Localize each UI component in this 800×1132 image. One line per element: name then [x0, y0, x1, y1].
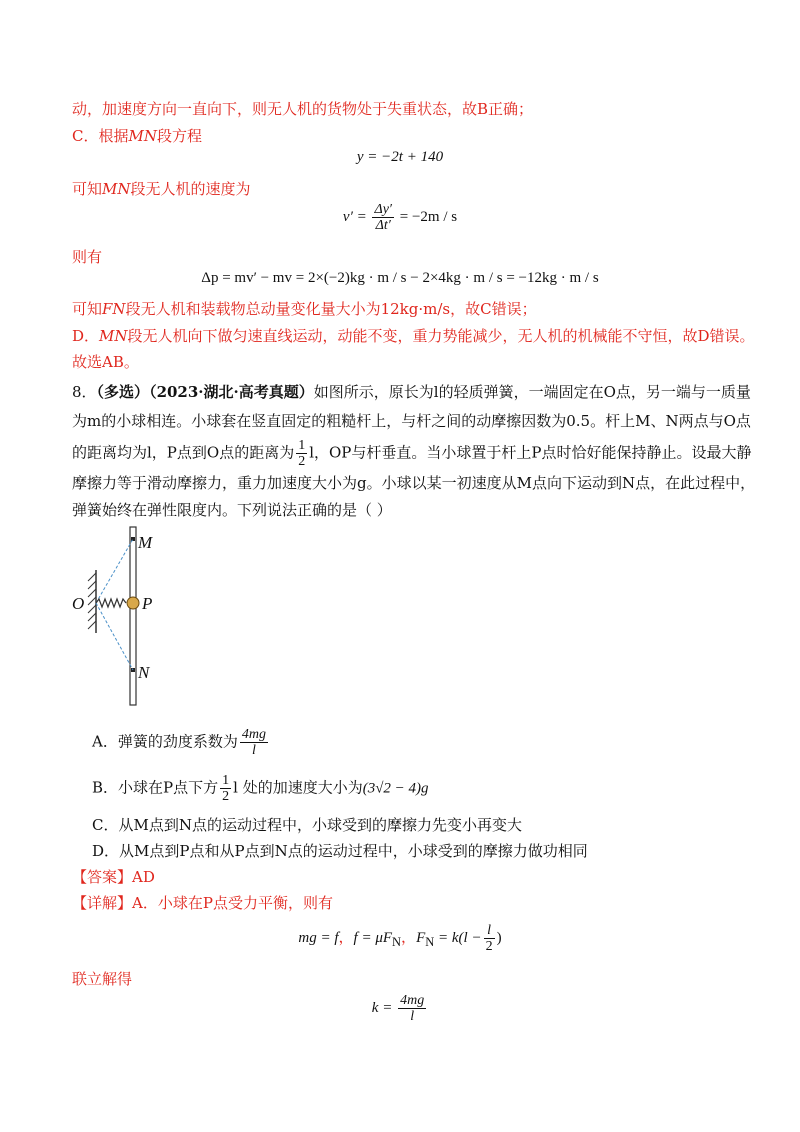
option-a-num: 4mg — [241, 727, 266, 742]
eq-comma-1: ， — [338, 929, 354, 946]
l3-b: 段无人机的速度为 — [130, 180, 251, 198]
l7-a: 可知 — [72, 300, 103, 318]
question-p3-a: 的距离均为l，P点到O点的距离为 — [72, 443, 295, 462]
l8-mn: MN — [99, 327, 128, 345]
c-label: C．根据 — [72, 127, 129, 145]
label-o: O — [72, 594, 85, 613]
equation-momentum: Δp = mv′ − mv = 2×(−2)kg · m / s − 2×4kg · m / s = −12kg · m / s — [201, 270, 599, 286]
l3-a: 可知 — [72, 180, 103, 198]
equation-velocity — [0, 202, 800, 233]
text-line-d-wrong — [72, 325, 755, 346]
k-fraction — [398, 993, 426, 1024]
equation-balance — [0, 923, 800, 954]
c-mn: MN — [128, 127, 157, 145]
label-p: P — [142, 594, 153, 613]
p3-den: 2 — [298, 454, 306, 469]
ball-p — [127, 597, 139, 609]
eq2-fraction — [372, 202, 394, 233]
label-m: M — [138, 533, 153, 552]
text-line-then: 则有 — [72, 248, 103, 266]
option-d: D．从M点到P点和从P点到N点的运动过程中，小球受到的摩擦力做功相同 — [92, 842, 588, 860]
option-c: C．从M点到N点的运动过程中，小球受到的摩擦力先变小再变大 — [92, 816, 522, 834]
detail-tag: 【详解】 — [72, 894, 133, 912]
p3-num: 1 — [298, 438, 306, 453]
question-line-1 — [72, 381, 751, 402]
label-n: N — [138, 663, 150, 682]
l8-a: D． — [72, 327, 100, 345]
question-tag-source: （2023·湖北·高考真题） — [149, 383, 314, 401]
text-line-mn-speed — [72, 178, 251, 199]
eq-fn-lhs: F — [416, 929, 426, 946]
option-a — [92, 727, 270, 758]
detail-a: A．小球在P点受力平衡，则有 — [132, 894, 333, 912]
option-a-den: l — [251, 743, 256, 758]
eq2-den: Δt′ — [375, 218, 391, 233]
option-b-text1: B．小球在P点下方 — [92, 778, 219, 797]
question-line-4: 摩擦力等于滑动摩擦力，重力加速度大小为g。小球以某一初速度从M点向下运动到N点，在此过程中， — [72, 474, 756, 492]
answer-value: AD — [132, 868, 155, 886]
vertical-rod — [130, 527, 136, 705]
question-number: 8． — [72, 383, 97, 401]
joint-solve-line: 联立解得 — [72, 970, 133, 988]
dashed-line-on — [96, 603, 133, 670]
question-p3-fraction — [296, 438, 307, 469]
option-a-fraction — [240, 727, 268, 758]
eq-comma-2: ， — [401, 929, 417, 946]
l7-fn: FN — [102, 300, 126, 318]
question-p3-b: l，OP与杆垂直。当小球置于杆上P点时恰好能保持静止。设最大静 — [309, 443, 752, 462]
option-b-fraction — [220, 773, 231, 804]
k-num: 4mg — [400, 993, 425, 1008]
text-line-c-label — [72, 125, 202, 146]
text-line-choose-ab: 故选AB。 — [72, 353, 139, 371]
eq-fn-sub: N — [425, 934, 435, 949]
question-tag-multi: （多选） — [96, 383, 150, 401]
c-rest: 段方程 — [156, 127, 202, 145]
answer-line — [72, 866, 155, 887]
option-b — [92, 773, 429, 804]
question-line-2: 为m的小球相连。小球套在竖直固定的粗糙杆上，与杆之间的动摩擦因数为0.5。杆上M、N两点与O点 — [72, 412, 751, 430]
eq-fn-den: 2 — [485, 939, 493, 954]
text-line-fn-momentum — [72, 298, 537, 319]
text-line-b-correct: 动，加速度方向一直向下，则无人机的货物处于失重状态，故B正确； — [72, 100, 534, 118]
eq-fn-fraction — [484, 923, 495, 954]
eq2-num: Δy′ — [374, 202, 392, 217]
equation-k — [0, 993, 800, 1024]
option-b-num: 1 — [222, 773, 230, 788]
k-lhs: k = — [371, 999, 393, 1016]
dashed-line-om — [96, 539, 133, 603]
question-line-3 — [72, 438, 752, 469]
l3-mn: MN — [102, 180, 131, 198]
option-b-text2: l 处的加速度大小为 — [233, 778, 363, 797]
eq2-lhs: v′ = — [342, 208, 367, 225]
l8-b: 段无人机向下做匀速直线运动，动能不变，重力势能减少，无人机的机械能不守恒，故D错误。 — [127, 327, 755, 345]
option-b-expr: (3√2 − 4)g — [362, 780, 429, 797]
spring-rod-figure — [68, 525, 168, 710]
option-a-text: A．弹簧的劲度系数为 — [92, 732, 238, 751]
eq-f: f = μF — [353, 929, 393, 946]
answer-tag: 【答案】 — [72, 868, 133, 886]
k-den: l — [410, 1009, 415, 1024]
detail-line — [72, 892, 333, 913]
wall-hatching — [88, 573, 96, 629]
eq-f-sub: N — [392, 934, 402, 949]
equation-y: y = −2t + 140 — [356, 149, 444, 165]
eq2-rhs: = −2m / s — [399, 208, 458, 225]
question-line-5: 弹簧始终在弹性限度内。下列说法正确的是（ ） — [72, 501, 392, 519]
eq-fn-rhs-a: = k(l − — [438, 929, 482, 946]
option-b-den: 2 — [222, 789, 230, 804]
l7-b: 段无人机和装载物总动量变化量大小为12kg·m/s，故C错误； — [125, 300, 537, 318]
question-p1: 如图所示，原长为l的轻质弹簧，一端固定在O点，另一端与一质量 — [313, 383, 751, 401]
eq-fn-num: l — [484, 923, 495, 939]
eq-mg: mg = f — [298, 929, 339, 946]
eq-fn-rhs-b: ) — [496, 929, 502, 946]
spring — [96, 599, 126, 607]
